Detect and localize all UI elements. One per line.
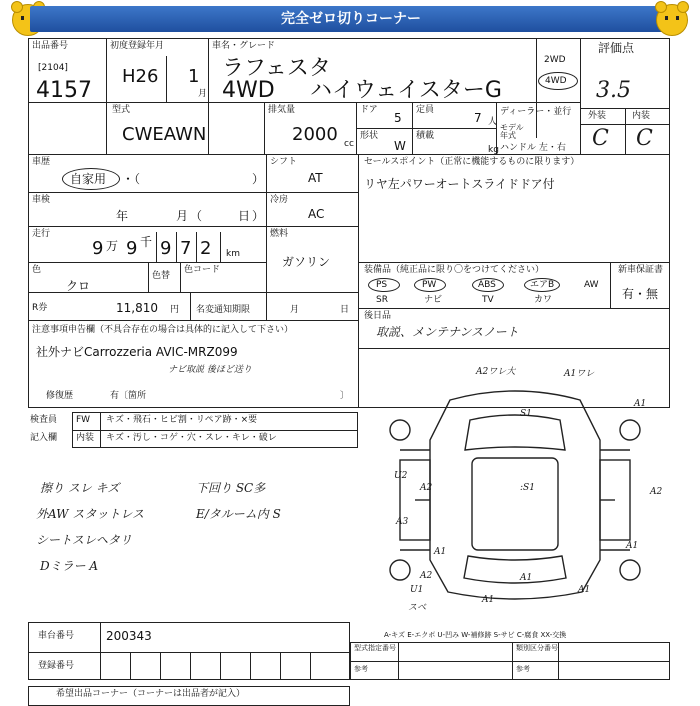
registration-month-unit: 月 [198,89,208,99]
remarks-line2: ナビ取説 後ほど送り [168,365,252,375]
score-exterior: C [592,126,609,151]
dmg-mark-5: U2 [394,471,408,481]
fuel-label: 燃料 [270,229,289,239]
equip-ps: PS [376,280,388,290]
bear-mascot-right-icon [656,4,688,36]
remarks-label: 注意事項申告欄（不具合存在の場合は具体的に記入して下さい） [32,325,294,335]
color-label: 色 [32,265,42,275]
mileage-d3: 9 [160,238,172,259]
mileage-d5: 2 [200,238,212,259]
score-value: 3.5 [596,78,631,103]
body-label: 形状 [360,131,379,141]
displacement-value: 2000 [292,124,338,145]
inspection-open: （ [190,209,203,223]
capacity-unit: 人 [488,117,498,127]
damage-legend: A-キズ E-エクボ U-凹み W-補修跡 S-サビ C-腐食 XX-交換 [384,631,567,639]
model-value: CWEAWN [122,124,207,145]
equip-navi: ナビ [424,295,443,305]
equip-aw: AW [584,280,599,290]
load-label: 積載 [416,131,435,141]
dmg-mark-15: A1 [578,585,591,595]
mileage-man: 万 [106,239,119,253]
model-label: 型式 [112,105,131,115]
note-left-1: 擦り スレ キズ [40,481,120,495]
recycle-value: 11,810 [116,301,158,315]
handle-label: ハンドル 左・右 [500,143,566,153]
score-exterior-label: 外装 [588,111,607,121]
displacement-label: 排気量 [268,105,296,115]
equip-tv: TV [482,295,494,305]
notice-day: 日 [340,305,350,315]
notice-month: 月 [290,305,300,315]
car-name: ラフェスタ [222,56,331,81]
after-sale-label: 後日品 [364,311,392,321]
mileage-d1: 9 [92,238,104,259]
drive-4wd: 4WD [545,76,567,86]
spec-label-3: 類別区分番号 [516,644,558,652]
dmg-mark-3: A1 [634,399,647,409]
mileage-unit: km [226,249,240,259]
mileage-d4: 7 [180,238,192,259]
lot-label: 出品番号 [32,41,69,51]
load-unit: kg [488,145,499,155]
registration-era: H26 [122,66,159,87]
lot-number: 4157 [36,78,92,103]
mileage-label: 走行 [32,229,51,239]
spec-label-2: 参考 [354,665,368,673]
dmg-mark-10: A1 [626,541,639,551]
recycle-label: R券 [32,303,48,313]
car-name-label: 車名・グレード [212,41,276,51]
sales-label: セールスポイント（正常に機能するものに限ります） [364,157,580,167]
dmg-mark-12: A1 [520,573,533,583]
lot-code: [2104] [38,63,68,73]
color-code-label: 色コード [184,265,221,275]
capacity-value: 7 [474,111,482,125]
shift-value: AT [308,171,323,185]
car-grade: ハイウェイスターG [310,78,502,103]
shift-label: シフト [270,157,298,167]
cooler-label: 冷房 [270,195,289,205]
dmg-mark-2: A1ワレ [564,369,595,379]
model-year-label: モデル年式 [500,123,524,140]
inspection-label: 車検 [32,195,51,205]
inspection-close: ） [252,209,265,223]
usage-suffix: ・（ [122,172,141,186]
equip-abs: ABS [478,280,496,290]
chassis-label: 車台番号 [38,631,75,641]
inspection-month: 月 [176,209,189,223]
notice-label: 名変通知期限 [196,305,251,315]
inspector-row2-label: 記入欄 [30,433,58,443]
repair-close: 〕 [340,391,350,401]
usage-label: 車歴 [32,157,51,167]
dmg-mark-17: スベ [408,603,427,613]
dmg-mark-11: A1 [434,547,447,557]
spec-label-4: 参考 [516,665,530,673]
equip-airbag: エアB [530,280,555,290]
capacity-label: 定員 [416,105,435,115]
score-label: 評価点 [598,41,635,55]
cooler-value: AC [308,207,325,221]
regnum-label: 登録番号 [38,661,75,671]
score-interior-label: 内装 [632,111,651,121]
equip-pw: PW [422,280,437,290]
recycle-unit: 円 [170,305,180,315]
dmg-mark-9: A3 [396,517,409,527]
remarks-line1: 社外ナビCarrozzeria AVIC-MRZ099 [36,345,238,359]
dealer-label: ディーラー・並行 [500,107,572,117]
after-sale-value: 取説、メンテナンスノート [376,325,519,339]
inspector-row1-label: 検査員 [30,415,58,425]
dmg-mark-4: S1 [520,409,532,419]
dmg-mark-14: U1 [410,585,424,595]
equipment-label: 装備品（純正品に限り〇をつけてください） [364,265,545,275]
note-right-1: 下回り SC多 [196,481,266,495]
dmg-mark-8: :S1 [520,483,535,493]
displacement-unit: cc [344,139,354,149]
repair-value: 有〔箇所 [110,391,147,401]
registration-label: 初度登録年月 [110,41,165,51]
mileage-d2: 9 [126,238,138,259]
mileage-sen: 千 [140,235,153,249]
inspection-day: 日 [238,209,251,223]
dmg-mark-7: A2 [650,487,663,497]
guarantee-label: 新車保証書 [618,265,664,275]
chassis-value: 200343 [106,629,152,643]
car-drive: 4WD [222,78,275,103]
usage-close: ） [252,172,265,186]
inspector-row1-items: キズ・飛石・ヒビ割・リペア跡・×要 [106,415,258,425]
equip-sr: SR [376,295,388,305]
inspection-year: 年 [116,209,129,223]
chassis-box [28,622,350,680]
color-value: クロ [66,279,91,293]
page-title: 完全ゼロ切りコーナー [30,6,672,32]
inspector-row1-code: FW [76,415,91,425]
dmg-mark-16: A1 [482,595,495,605]
dmg-mark-6: A2 [420,483,433,493]
note-left-3: シートスレヘタリ [36,533,132,547]
doors-label: ドア [360,105,378,115]
doors-value: 5 [394,111,402,125]
note-left-2: 外AW スタットレス [36,507,144,521]
equip-leather: カワ [534,295,553,305]
repair-label: 修復歴 [46,391,74,401]
fuel-value: ガソリン [282,255,331,269]
score-interior: C [636,126,653,151]
registration-month: 1 [188,66,200,87]
footer-title: 希望出品コーナー（コーナーは出品者が記入） [56,689,246,699]
spec-label-1: 型式指定番号 [354,644,396,652]
drive-2wd: 2WD [544,55,566,65]
dmg-mark-1: A2ワレ大 [476,367,516,377]
body-value: W [394,139,406,153]
color-change-label: 色替 [152,271,171,281]
usage-value: 自家用 [70,172,107,186]
inspector-row2-code: 内装 [76,433,95,443]
guarantee-value: 有・無 [622,287,659,301]
note-right-2: E/タルーム内 S [196,507,281,521]
car-damage-diagram [360,360,670,620]
sales-value: リヤ左パワーオートスライドドア付 [364,177,555,191]
dmg-mark-13: A2 [420,571,433,581]
note-left-4: Dミラー A [40,559,99,573]
inspector-row2-items: キズ・汚し・コゲ・穴・スレ・キレ・破レ [106,433,277,443]
